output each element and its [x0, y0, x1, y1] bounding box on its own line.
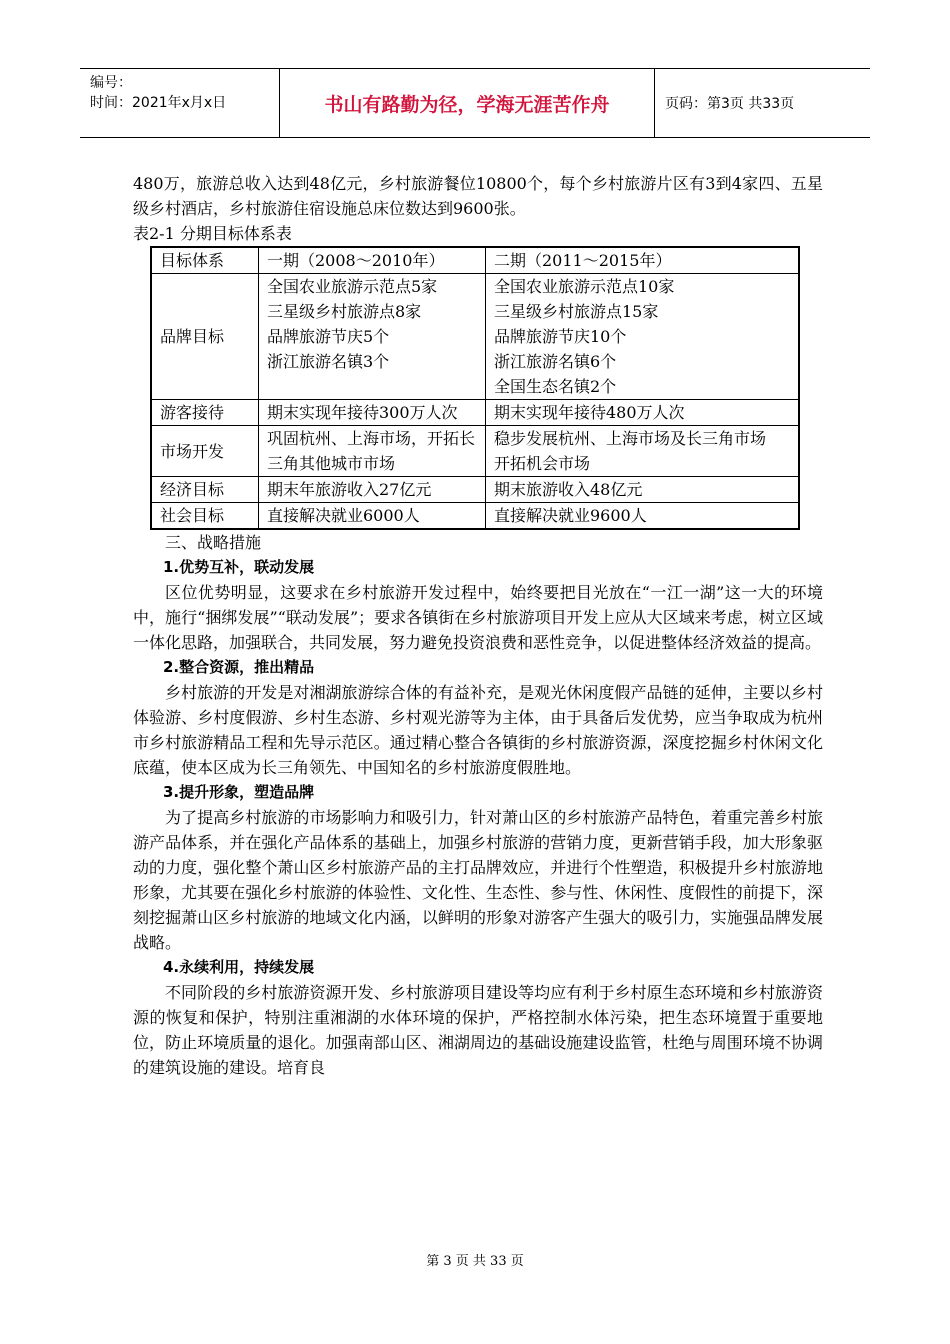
cell-line: 开拓机会市场 [494, 454, 591, 473]
phase-goals-table [150, 246, 800, 530]
table-caption: 表2-1 分期目标体系表 [133, 224, 292, 243]
table-header-row [151, 247, 799, 274]
cell-line: 期末年旅游收入27亿元 [267, 480, 432, 499]
table-header-cell: 一期（2008～2010年） [259, 247, 486, 274]
measure-heading: 4.永续利用，持续发展 [163, 958, 315, 976]
measure-heading: 3.提升形象，塑造品牌 [163, 783, 315, 801]
phase2-cell [486, 477, 800, 503]
cell-line: 期末旅游收入48亿元 [494, 480, 643, 499]
phase1-cell [259, 503, 486, 530]
document-time-label: 时间：2021年x月x日 [90, 95, 227, 111]
table-row [151, 274, 799, 400]
document-number-label: 编号： [90, 75, 132, 91]
cell-line: 浙江旅游名镇3个 [267, 352, 390, 371]
cell-line: 三星级乡村旅游点8家 [267, 302, 422, 321]
table-header-cell: 二期（2011～2015年） [486, 247, 800, 274]
phase2-cell [486, 274, 800, 400]
cell-line: 期末实现年接待300万人次 [267, 403, 458, 422]
cell-line: 直接解决就业9600人 [494, 506, 647, 525]
header-page-number: 页码：第3页 共33页 [665, 96, 795, 112]
cell-line: 品牌旅游节庆5个 [267, 327, 390, 346]
phase1-cell [259, 274, 486, 400]
row-label: 市场开发 [151, 426, 259, 477]
cell-line: 期末实现年接待480万人次 [494, 403, 685, 422]
measure-heading: 1.优势互补，联动发展 [163, 558, 315, 576]
cell-line: 全国农业旅游示范点10家 [494, 277, 675, 296]
table-row [151, 477, 799, 503]
table-row [151, 400, 799, 426]
header-motto: 书山有路勤为径，学海无涯苦作舟 [280, 69, 655, 137]
intro-paragraph: 480万，旅游总收入达到48亿元，乡村旅游餐位10800个，每个乡村旅游片区有3到4家四、五星级乡村酒店，乡村旅游住宿设施总床位数达到9600张。 [133, 174, 823, 218]
measure-body: 为了提高乡村旅游的市场影响力和吸引力，针对萧山区的乡村旅游产品特色，着重完善乡村旅游产品体系，并在强化产品体系的基础上，加强乡村旅游的营销力度，更新营销手段，加大形象驱动的力度，强化整个萧山区乡村旅游产品的主打品牌效应，并进行个性塑造，积极提升乡村旅游地形象，尤其要在强化乡村旅游的体验性、文化性、生态性、参与性、休闲性、度假性的前提下，深刻挖掘萧山区乡村旅游的地域文化内涵，以鲜明的形象对游客产生强大的吸引力，实施强品牌发展战略。 [133, 808, 823, 952]
page-header [80, 68, 870, 138]
row-label: 社会目标 [151, 503, 259, 530]
measure-body: 乡村旅游的开发是对湘湖旅游综合体的有益补充，是观光休闲度假产品链的延伸，主要以乡村体验游、乡村度假游、乡村生态游、乡村观光游等为主体，由于具备后发优势，应当争取成为杭州市乡村旅游精品工程和先导示范区。通过精心整合各镇街的乡村旅游资源，深度挖掘乡村休闲文化底蕴，使本区成为长三角领先、中国知名的乡村旅游度假胜地。 [133, 683, 823, 777]
table-header-cell: 目标体系 [151, 247, 259, 274]
phase1-cell [259, 426, 486, 477]
document-body [133, 171, 823, 1080]
cell-line: 品牌旅游节庆10个 [494, 327, 627, 346]
table-row [151, 503, 799, 530]
row-label: 品牌目标 [151, 274, 259, 400]
table-row [151, 426, 799, 477]
measure-body: 区位优势明显，这要求在乡村旅游开发过程中，始终要把目光放在“一江一湖”这一大的环境中，施行“捆绑发展”“联动发展”；要求各镇街在乡村旅游项目开发上应从大区域来考虑，树立区域一体化思路，加强联合，共同发展，努力避免投资浪费和恶性竞争，以促进整体经济效益的提高。 [133, 583, 823, 652]
row-label: 经济目标 [151, 477, 259, 503]
cell-line: 全国生态名镇2个 [494, 377, 617, 396]
cell-line: 浙江旅游名镇6个 [494, 352, 617, 371]
section-title: 三、战略措施 [165, 533, 262, 552]
page-footer: 第 3 页 共 33 页 [426, 1254, 524, 1269]
cell-line: 全国农业旅游示范点5家 [267, 277, 438, 296]
cell-line: 稳步发展杭州、上海市场及长三角市场 [494, 429, 767, 448]
phase2-cell [486, 503, 800, 530]
row-label: 游客接待 [151, 400, 259, 426]
measure-body: 不同阶段的乡村旅游资源开发、乡村旅游项目建设等均应有利于乡村原生态环境和乡村旅游资源的恢复和保护，特别注重湘湖的水体环境的保护，严格控制水体污染，把生态环境置于重要地位，防止环境质量的退化。加强南部山区、湘湖周边的基础设施建设监管，杜绝与周围环境不协调的建筑设施的建设。培育良 [133, 983, 823, 1077]
phase1-cell [259, 400, 486, 426]
phase2-cell [486, 400, 800, 426]
cell-line: 巩固杭州、上海市场，开拓长三角其他城市市场 [267, 429, 476, 473]
cell-line: 直接解决就业6000人 [267, 506, 420, 525]
measure-heading: 2.整合资源，推出精品 [163, 658, 315, 676]
header-meta [80, 69, 280, 137]
phase2-cell [486, 426, 800, 477]
cell-line: 三星级乡村旅游点15家 [494, 302, 659, 321]
phase1-cell [259, 477, 486, 503]
